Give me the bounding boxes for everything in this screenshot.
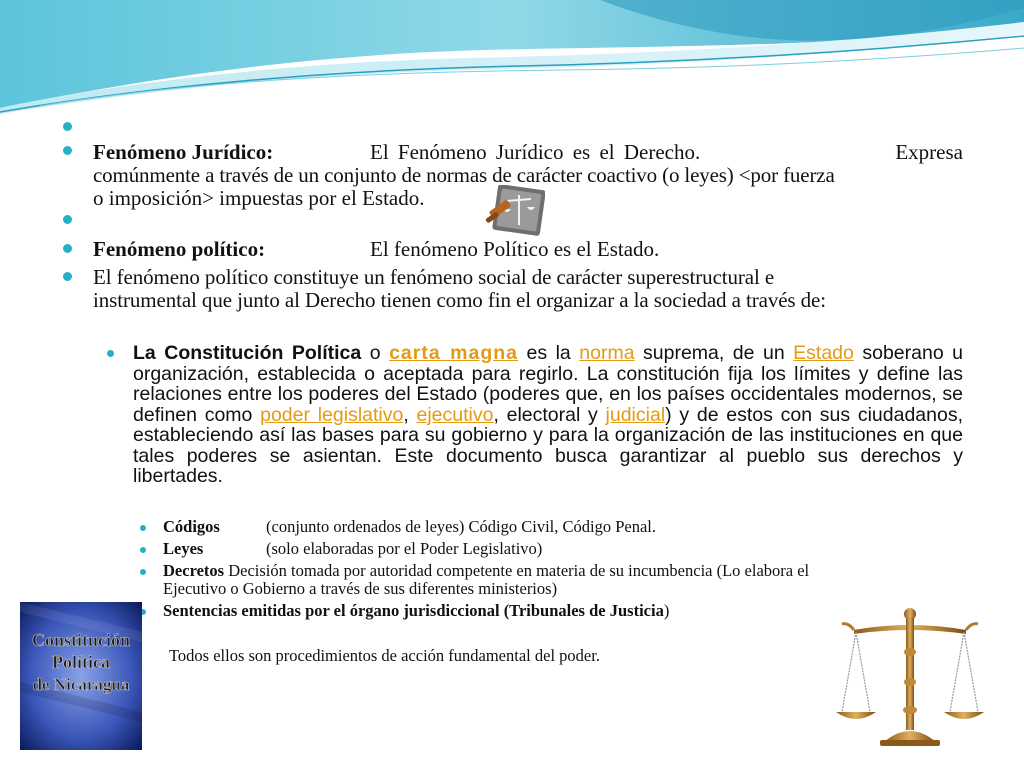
leyes-term: Leyes <box>163 539 204 558</box>
empty-bullet <box>63 215 72 224</box>
link-judicial[interactable]: judicial <box>605 403 666 426</box>
juridico-expresa: Expresa <box>895 140 963 164</box>
fenomeno-line-2: instrumental que junto al Derecho tienen como fin el organizar a la sociedad a través de: <box>93 288 827 312</box>
constitucion-book-image <box>20 602 142 750</box>
link-ejecutivo[interactable]: ejecutivo <box>416 403 494 426</box>
juridico-definition: El Fenómeno Jurídico es el Derecho. <box>370 140 701 164</box>
codigos-desc: (conjunto ordenados de leyes) Código Civil, Código Penal. <box>266 517 656 536</box>
todos-text: Todos ellos son procedimientos de acción fundamental del poder. <box>169 646 600 665</box>
bullet <box>63 244 72 253</box>
book-title-line-1: Constitución <box>31 630 131 650</box>
juridico-line-3: o imposición> impuestas por el Estado. <box>93 186 425 210</box>
header-wave-decoration <box>0 0 1024 120</box>
juridico-line-2: comúnmente a través de un conjunto de normas de carácter coactivo (o leyes) <por fuerza <box>93 163 835 187</box>
bullet <box>140 547 146 553</box>
scale-of-justice-image <box>834 602 986 752</box>
decretos-desc-1: Decisión tomada por autoridad competente en materia de su incumbencia (Lo elabora el <box>228 561 810 580</box>
leyes-item <box>163 540 963 558</box>
fenomeno-paragraph <box>93 266 963 312</box>
text: , electoral y <box>493 403 606 426</box>
book-cover-graphic <box>20 602 142 750</box>
sentencias-close: ) <box>663 601 670 620</box>
text: es la <box>518 342 580 364</box>
bullet <box>63 146 72 155</box>
sentencias-text: Sentencias emitidas por el órgano jurisdiccional (Tribunales de Justicia <box>163 601 664 620</box>
link-norma[interactable]: norma <box>579 342 635 364</box>
book-title-line-2: Política <box>52 652 110 672</box>
codigos-term: Códigos <box>163 517 220 536</box>
gavel-scale-image <box>485 185 545 237</box>
politico-term: Fenómeno político: <box>93 237 266 261</box>
empty-bullet <box>63 122 72 131</box>
juridico-term: Fenómeno Jurídico: <box>93 140 274 164</box>
text: suprema, de un <box>634 342 794 364</box>
decretos-item <box>163 562 963 598</box>
politico-line <box>93 238 963 261</box>
book-title-line-3: de Nicaragua <box>32 675 130 694</box>
constitucion-bold: La Constitución Política <box>133 342 362 364</box>
bullet <box>140 525 146 531</box>
leyes-desc: (solo elaboradas por el Poder Legislativo) <box>266 539 543 558</box>
text: o <box>361 342 390 364</box>
text: , <box>403 403 417 426</box>
bullet <box>140 569 146 575</box>
link-poder-legislativo[interactable]: poder legislativo <box>260 403 404 426</box>
constitucion-paragraph <box>133 343 963 487</box>
link-carta-magna[interactable]: carta magna <box>389 342 519 364</box>
bullet <box>107 350 114 357</box>
codigos-item <box>163 518 963 536</box>
sentencias-item <box>163 602 863 620</box>
politico-definition: El fenómeno Político es el Estado. <box>370 237 660 261</box>
fenomeno-line-1: El fenómeno político constituye un fenómeno social de carácter superestructural e <box>93 265 775 289</box>
decretos-desc-2: Ejecutivo o Gobierno a través de sus diferentes ministerios) <box>163 579 558 598</box>
text: ) y de estos con sus ciudadanos, estableciendo así las bases para su gobierno y para la organización de las instituciones en que tales poderes se asientan. Este documento busca garantizar al pueblo sus derechos y libertades. <box>133 403 963 487</box>
link-estado[interactable]: Estado <box>793 342 854 364</box>
text: soberano u organización, establecida o aceptada para regirlo. La constitución fija los límites y define las relaciones entre los poderes del Estado (poderes que, en los países occidentales modernos, se definen como <box>133 342 964 426</box>
decretos-term: Decretos <box>163 561 225 580</box>
bullet <box>63 272 72 281</box>
